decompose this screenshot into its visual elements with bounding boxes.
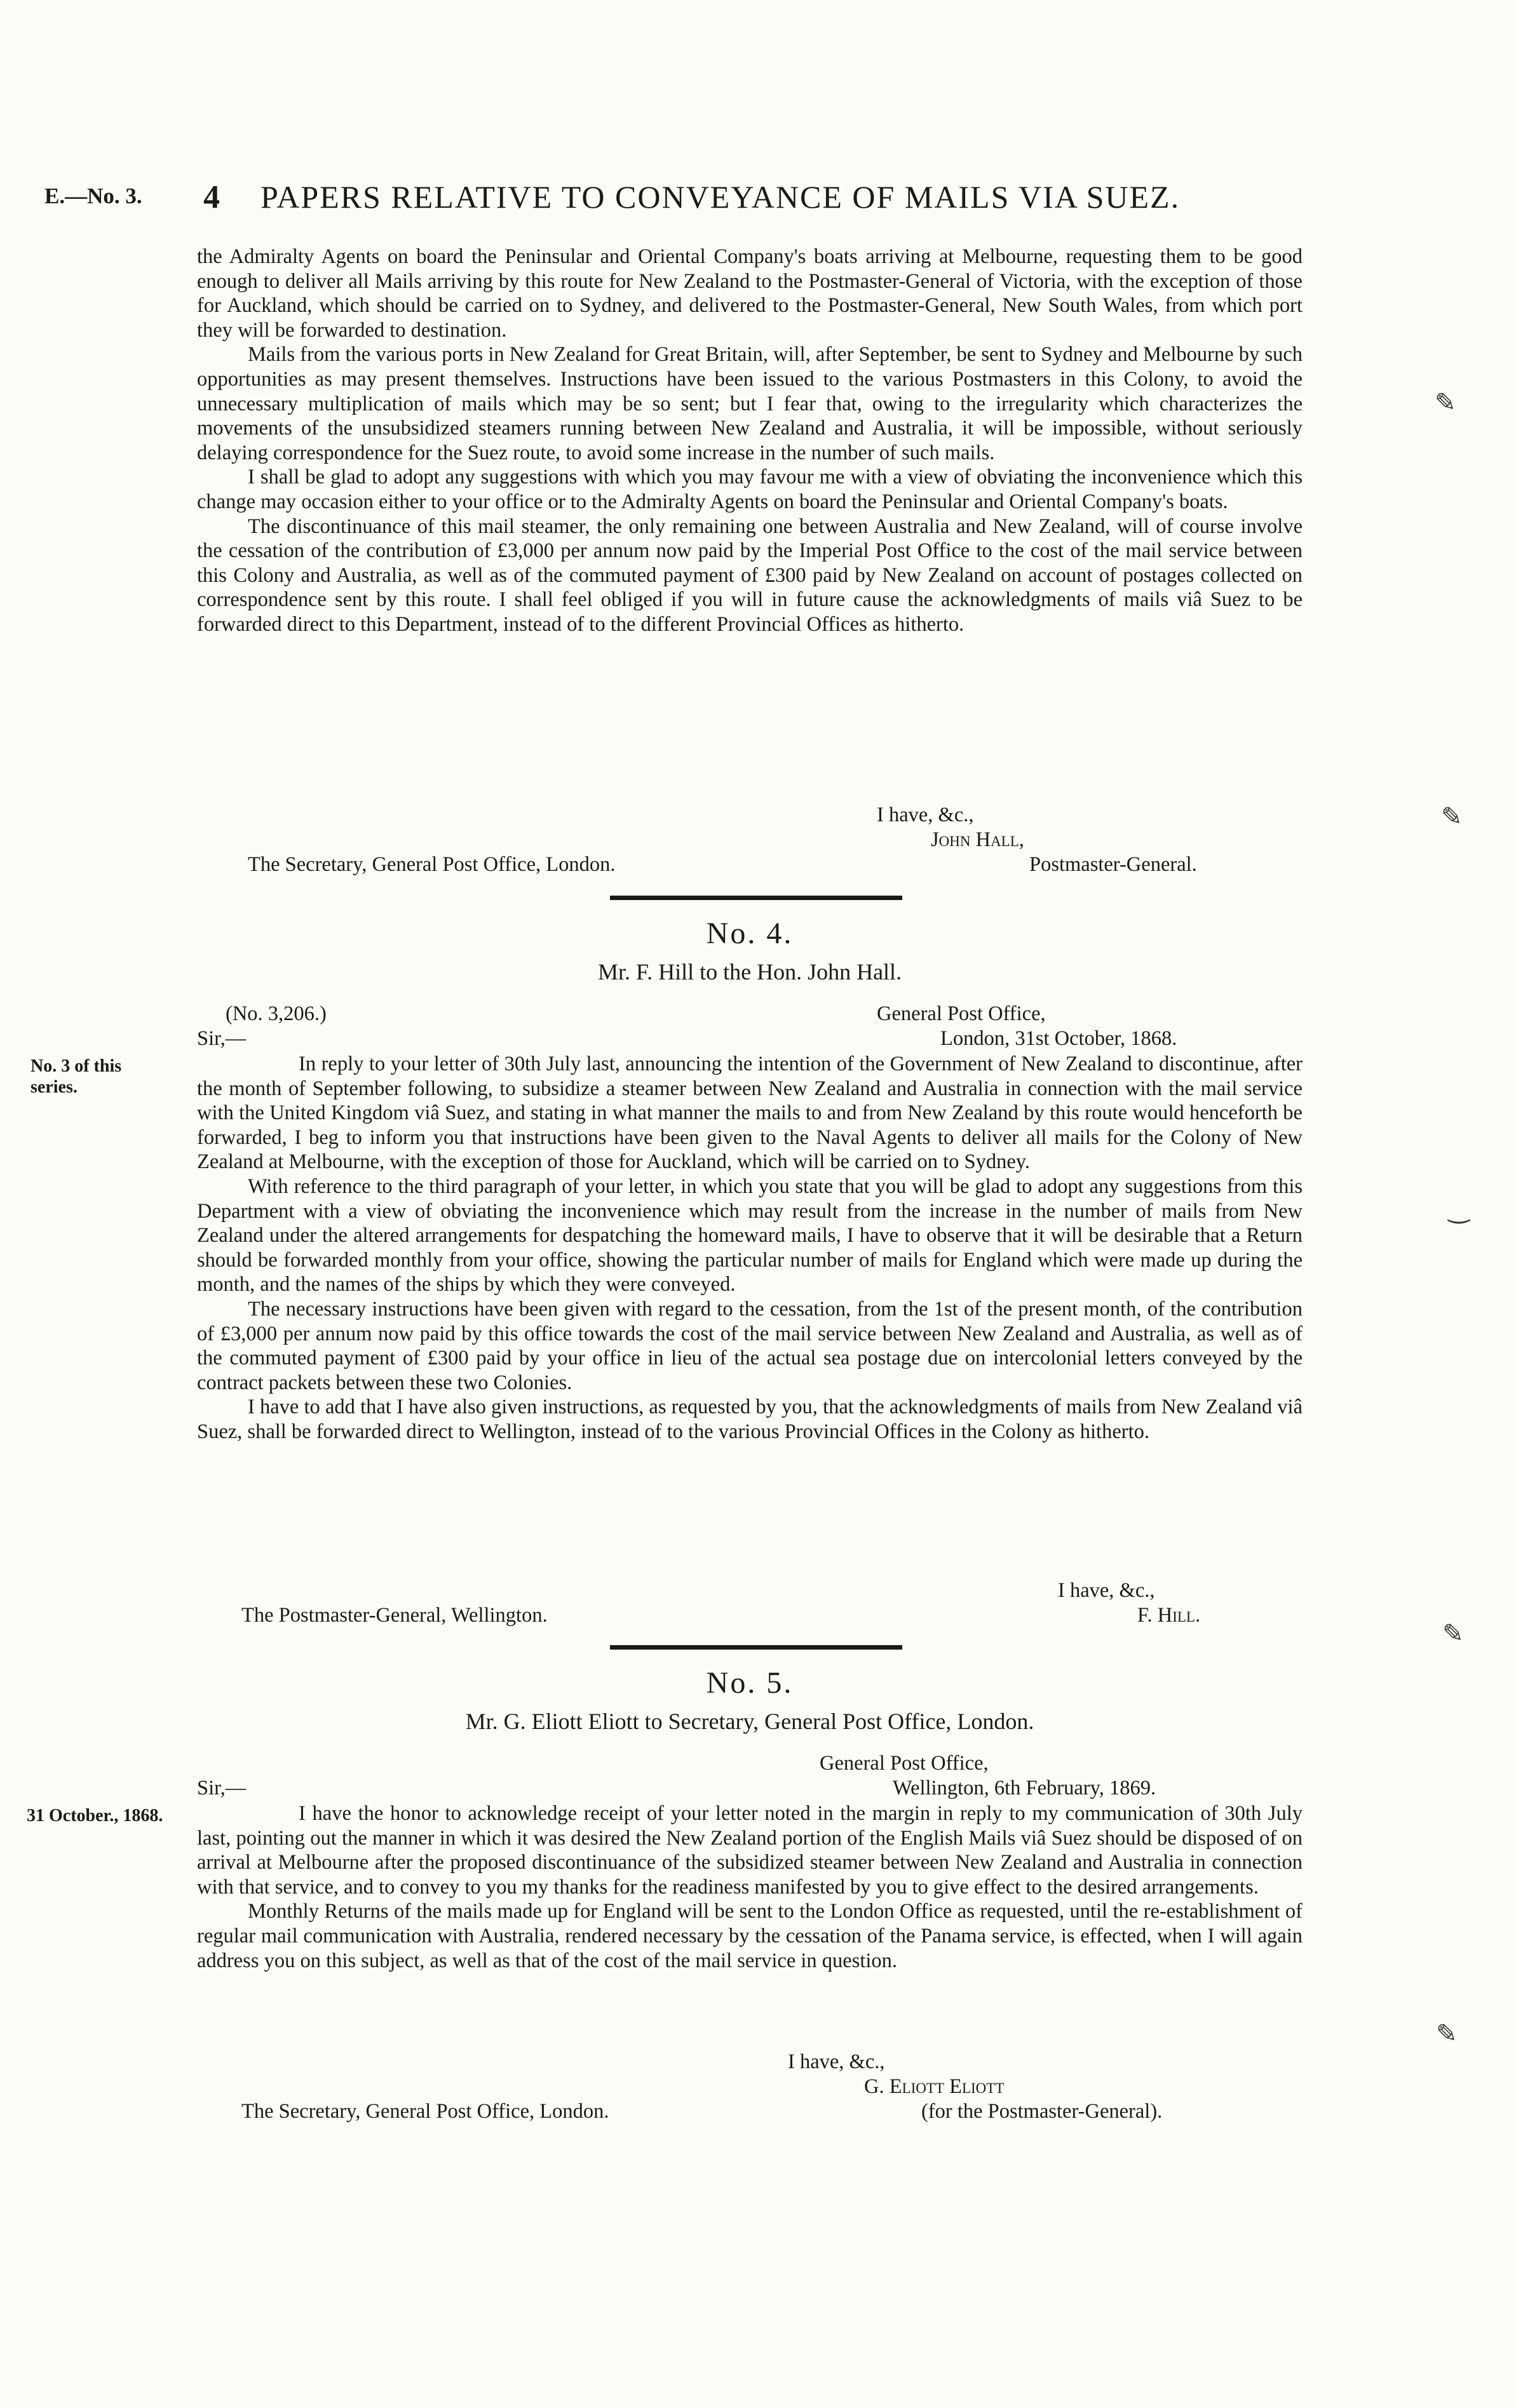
letter4-paragraph: In reply to your letter of 30th July last, announcing the intention of the Government of New Zealand to discontinue, after the month of September following, to subsidize a steamer between New Zealand and Australia in connection with the mail service with the United Kingdom viâ Suez, and stating in what manner the mails to and from New Zealand by this route would henceforth be forwarded, I beg to inform you that instructions have been given to the Naval Agents to deliver all mails for the Colony of New Zealand at Melbourne, with the exception of those for Auckland, which will be carried on to Sydney. [197,1053,1303,1174]
letter5-salutation: Sir,— [197,1777,247,1799]
letter4-paragraph: The necessary instructions have been given with regard to the cessation, from the 1st of the present month, of the contribution of £3,000 per annum now paid by this office towards the cost of the mail service between New Zealand and Australia, as well as of the commuted payment of £300 paid by your office in lieu of the actual sea postage due on intercolonial letters conveyed by the contract packets between these two Colonies. [197,1297,1303,1394]
section-divider [610,896,902,900]
letter3-addressee: The Secretary, General Post Office, London. [248,853,616,876]
scan-mark-icon: ✎ [1442,1619,1464,1648]
page-title: PAPERS RELATIVE TO CONVEYANCE OF MAILS VIA SUEZ. [261,179,1181,215]
scan-mark-icon: ✎ [1435,388,1456,417]
scan-mark-icon: ‿ [1449,1195,1470,1223]
letter3-signature: John Hall, [931,828,1024,851]
letter4-addressee: The Postmaster-General, Wellington. [241,1604,548,1627]
letter5-from-place-date: Wellington, 6th February, 1869. [893,1777,1156,1799]
letter4-closing: I have, &c., [1058,1579,1155,1602]
letter5-signoff [197,2050,1303,2125]
letter4-from-place-date: London, 31st October, 1868. [940,1027,1177,1050]
letter4-salutation: Sir,— [197,1027,247,1050]
letter3-paragraph: The discontinuance of this mail steamer, the only remaining one between Australia and New Zealand, will of course involve the cessation of the contribution of £3,000 per annum now paid by the Imperial Post Office to the cost of the mail service between this Colony and Australia, as well as of the commuted payment of £300 paid by New Zealand on account of postages collected on correspondence sent by this route. I shall feel obliged if you will in future cause the acknowledgments of mails viâ Suez to be forwarded direct to this Department, instead of to the different Provincial Offices as hitherto. [197,515,1303,636]
letter5-margin-note: 31 October., 1868. [27,1806,163,1826]
letter5-paragraph: Monthly Returns of the mails made up for England will be sent to the London Office as requested, until the re-establishment of regular mail communication with Australia, rendered necessary by the cessation of the Panama service, is effected, when I will again address you on this subject, as well as that of the cost of the mail service in question. [197,1900,1303,1972]
letter5-heading: Mr. G. Eliott Eliott to Secretary, General Post Office, London. [465,1709,1034,1734]
page-header [44,180,1474,218]
scan-mark-icon: ✎ [1436,2019,1458,2048]
letter3-closing: I have, &c., [877,804,974,826]
section-divider [610,1645,902,1650]
letter4-dateline [197,1002,1303,1052]
letter4-number: No. 4. [706,917,794,950]
scan-mark-icon: ✎ [1441,802,1463,831]
letter4-ref-number: (No. 3,206.) [226,1002,327,1025]
letter4-signature: F. Hill. [1137,1604,1201,1627]
letter4-heading-block [197,896,1303,985]
page-number: 4 [203,179,220,215]
letter4-margin-note: No. 3 of this series. [30,1056,122,1097]
letter5-addressee: The Secretary, General Post Office, London. [241,2100,609,2123]
letter3-paragraph: I shall be glad to adopt any suggestions with which you may favour me with a view of obviating the inconvenience which this change may occasion either to your office or to the Admiralty Agents on board the Peninsular and Oriental Company's boats. [197,466,1303,513]
paper-reference: E.—No. 3. [44,184,142,208]
letter5-signature-title: (for the Postmaster-General). [921,2100,1163,2123]
letter5-heading-block [197,1645,1303,1735]
letter4-paragraph: I have to add that I have also given instructions, as requested by you, that the acknowledgments of mails from New Zealand viâ Suez, shall be forwarded direct to Wellington, instead of to the various Provincial Offices in the Colony as hitherto. [197,1396,1303,1443]
letter4-signoff [197,1579,1303,1629]
letter3-paragraph: Mails from the various ports in New Zealand for Great Britain, will, after September, be sent to Sydney and Melbourne by such opportunities as may present themselves. Instructions have been issued to the various Postmasters in this Colony, to avoid the unnecessary multiplication of mails which may be so sent; but I fear that, owing to the irregularity which characterizes the movements of the unsubsidized steamers running between New Zealand and Australia, it will be impossible, without seriously delaying correspondence for the Suez route, to avoid some increase in the number of such mails. [197,343,1303,464]
letter5-dateline [197,1752,1303,1801]
letter4-heading: Mr. F. Hill to the Hon. John Hall. [597,959,902,985]
letter3-signature-title: Postmaster-General. [1029,853,1197,876]
letter5-paragraph: I have the honor to acknowledge receipt of your letter noted in the margin in reply to my communication of 30th July last, pointing out the manner in which it was desired the New Zealand portion of the English Mails viâ Suez should be disposed of on arrival at Melbourne after the proposed discontinuance of the subsidized steamer between New Zealand and Australia in connection with that service, and to convey to you my thanks for the readiness manifested by you to give effect to the desired arrangements. [197,1802,1303,1899]
letter3-body [197,245,1303,637]
letter5-body [197,1801,1303,1973]
letter5-number: No. 5. [706,1666,794,1700]
letter5-signature: G. Eliott Eliott [864,2075,1005,2098]
letter4-paragraph: With reference to the third paragraph of your letter, in which you state that you will be glad to adopt any suggestions from this Department with a view of obviating the inconvenience which may result from the increase in the number of mails from New Zealand under the altered arrangements for despatching the homeward mails, I have to observe that it will be desirable that a Return should be forwarded monthly from your office, showing the particular number of mails for England which were made up during the month, and the names of the ships by which they were conveyed. [197,1174,1303,1296]
letter4-body [197,1052,1303,1444]
letter4-from-office: General Post Office, [877,1002,1046,1025]
letter5-from-office: General Post Office, [820,1752,989,1775]
letter3-signoff [197,804,1303,878]
letter3-paragraph: the Admiralty Agents on board the Peninsular and Oriental Company's boats arriving at Melbourne, requesting them to be good enough to deliver all Mails arriving by this route for New Zealand to the Postmaster-General of Victoria, with the exception of those for Auckland, which should be carried on to Sydney, and delivered to the Postmaster-General, New South Wales, from which port they will be forwarded to destination. [197,245,1303,342]
letter5-closing: I have, &c., [788,2050,885,2073]
